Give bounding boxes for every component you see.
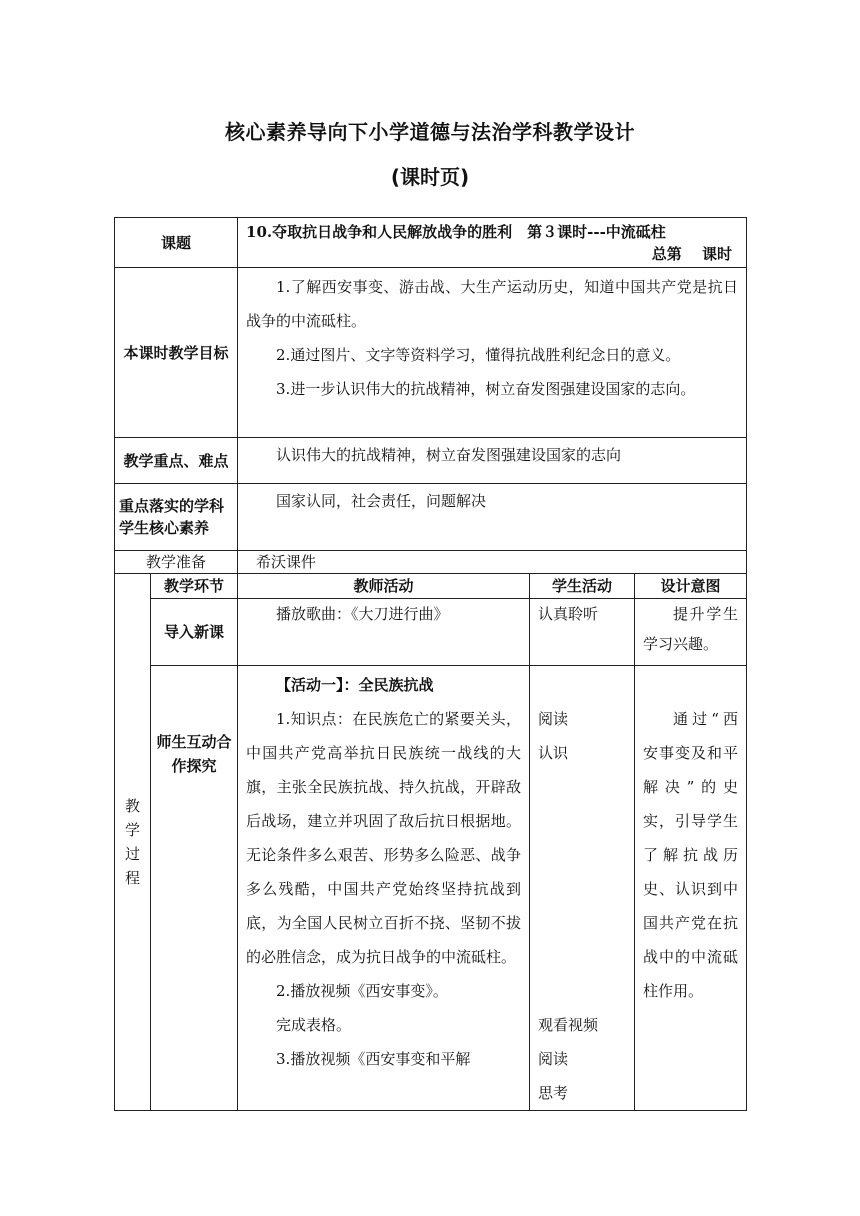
- student-activity: 阅读: [538, 710, 569, 728]
- teacher-step: 3.播放视频《西安事变和平解: [276, 1050, 471, 1068]
- document-subtitle: (课时页): [390, 165, 470, 189]
- core-label: 重点落实的学科学生核心素养: [115, 484, 238, 551]
- goal-cell: [238, 268, 747, 438]
- student-activity: 认识: [538, 744, 569, 762]
- document-title: 核心素养导向下小学道德与法治学科教学设计: [225, 120, 635, 144]
- process-side-label: 教 学 过 程: [115, 574, 151, 1111]
- explore-intent: 通过“西安事变及和平解决”的史实，引导学生了解抗战历史、认识到中国共产党在抗战中的中流砥柱作用。: [635, 666, 747, 1111]
- intro-stage: 导入新课: [151, 599, 238, 666]
- prep-label: 教学准备: [115, 551, 238, 574]
- subject-label: 课题: [115, 218, 238, 268]
- intro-intent: 提升学生学习兴趣。: [635, 599, 747, 666]
- intent-header: 设计意图: [635, 574, 747, 599]
- subject-value: 10.夺取抗日战争和人民解放战争的胜利 第３课时---中流砥柱: [246, 223, 666, 241]
- prep-value: 希沃课件: [238, 551, 747, 574]
- key-label: 教学重点、难点: [115, 438, 238, 484]
- lesson-plan-table: [114, 217, 747, 1111]
- activity-title: 【活动一】：全民族抗战: [276, 676, 434, 694]
- goal-item: 3.进一步认识伟大的抗战精神，树立奋发图强建设国家的志向。: [276, 380, 696, 398]
- explore-student: [530, 666, 635, 1111]
- goal-item: 2.通过图片、文字等资料学习，懂得抗战胜利纪念日的意义。: [276, 346, 681, 364]
- teacher-header: 教师活动: [238, 574, 530, 599]
- intro-teacher: 播放歌曲：《大刀进行曲》: [238, 599, 530, 666]
- subject-cell: [238, 218, 747, 268]
- teacher-step: 完成表格。: [276, 1016, 352, 1034]
- goal-item: 1.了解西安事变、游击战、大生产运动历史，知道中国共产党是抗日战争的中流砥柱。: [246, 278, 739, 330]
- student-activity: 观看视频: [538, 1016, 599, 1034]
- intro-student: 认真聆听: [530, 599, 635, 666]
- knowledge-point: 1.知识点：在民族危亡的紧要关头，中国共产党高举抗日民族统一战线的大旗，主张全民族抗战、持久抗战，开辟敌后战场，建立并巩固了敌后抗日根据地。无论条件多么艰苦、形势多么险恶、战争多么残酷，中国共产党始终坚持抗战到底，为全国人民树立百折不挠、坚韧不拔的必胜信念，成为抗日战争的中流砥柱。: [246, 710, 522, 966]
- student-activity: 思考: [538, 1084, 569, 1102]
- student-activity: 阅读: [538, 1050, 569, 1068]
- teacher-step: 2.播放视频《西安事变》。: [276, 982, 448, 1000]
- key-value: 认识伟大的抗战精神，树立奋发图强建设国家的志向: [238, 438, 747, 484]
- explore-teacher: [238, 666, 530, 1111]
- student-header: 学生活动: [530, 574, 635, 599]
- core-value: 国家认同，社会责任，问题解决: [238, 484, 747, 551]
- goal-label: 本课时教学目标: [115, 268, 238, 438]
- stage-header: 教学环节: [151, 574, 238, 599]
- total-lesson-count: 总第 课时: [651, 245, 733, 263]
- explore-stage: 师生互动合作探究: [151, 666, 238, 1111]
